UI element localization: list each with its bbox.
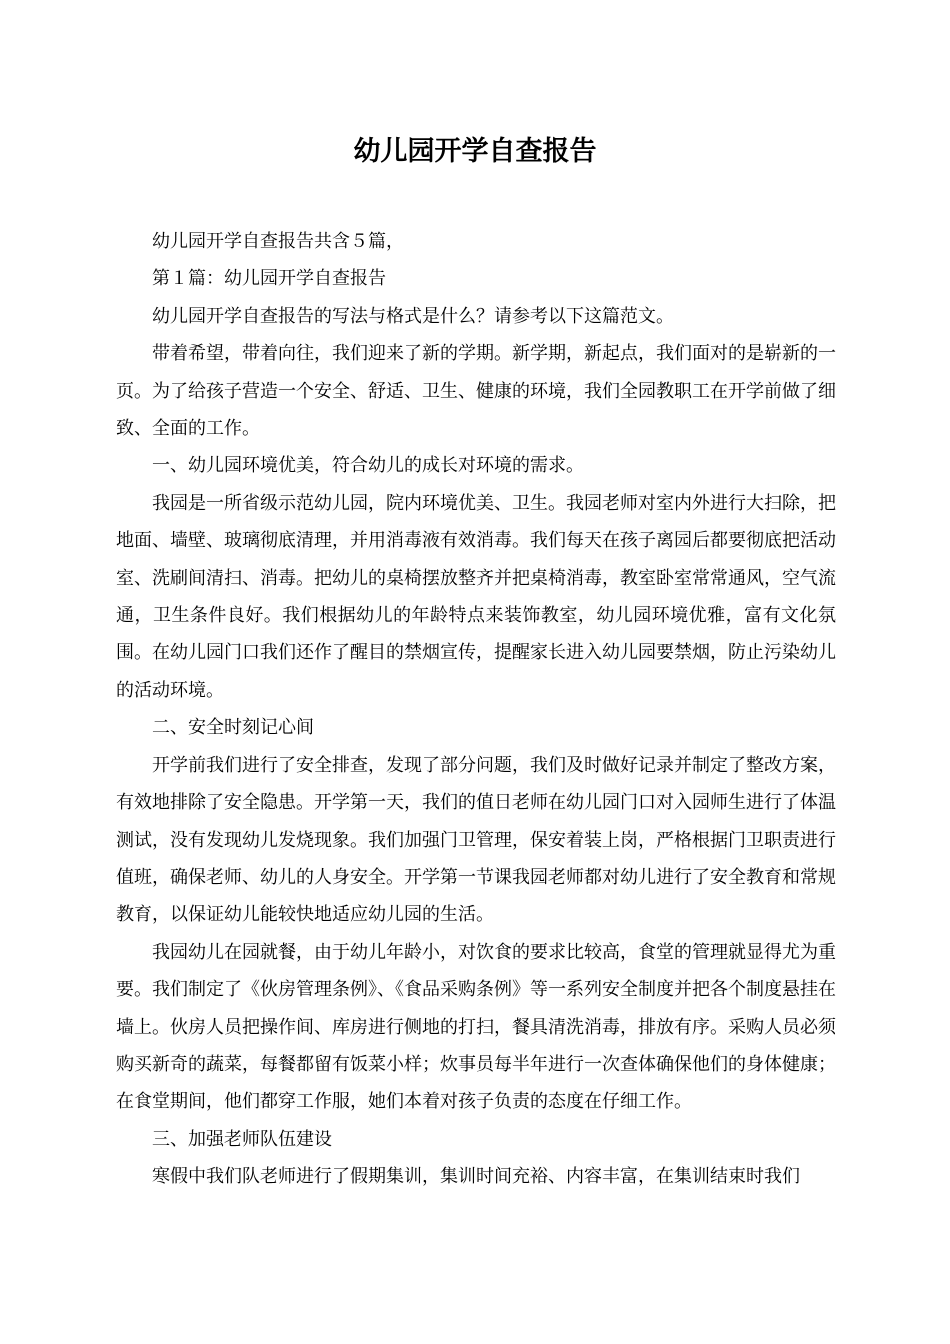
body-paragraph: 开学前我们进行了安全排查，发现了部分问题，我们及时做好记录并制定了整改方案，有效地排除了安全隐患。开学第一天，我们的值日老师在幼儿园门口对入园师生进行了体温测试，没有发现幼儿发烧现象。我们加强门卫管理，保安着装上岗，严格根据门卫职责进行值班，确保老师、幼儿的人身安全。开学第一节课我园老师都对幼儿进行了安全教育和常规教育，以保证幼儿能较快地适应幼儿园的生活。	[116, 754, 836, 926]
body-paragraph: 带着希望，带着向往，我们迎来了新的学期。新学期，新起点，我们面对的是崭新的一页。为了给孩子营造一个安全、舒适、卫生、健康的环境，我们全园教职工在开学前做了细致、全面的工作。	[116, 343, 836, 440]
document-body	[116, 223, 836, 1196]
section-heading-environment: 一、幼儿园环境优美，符合幼儿的成长对环境的需求。	[152, 455, 584, 477]
body-paragraph: 我园幼儿在园就餐，由于幼儿年龄小，对饮食的要求比较高，食堂的管理就显得尤为重要。我们制定了《伙房管理条例》、《食品采购条例》等一系列安全制度并把各个制度悬挂在墙上。伙房人员把操作间、库房进行侧地的打扫，餐具清洗消毒，排放有序。采购人员必须购买新奇的蔬菜，每餐都留有饭菜小样；炊事员每半年进行一次查体确保他们的身体健康；在食堂期间，他们都穿工作服，她们本着对孩子负责的态度在仔细工作。	[116, 941, 836, 1113]
intro-paragraph: 幼儿园开学自查报告共含５篇，	[152, 231, 404, 252]
lead-paragraph: 幼儿园开学自查报告的写法与格式是什么？请参考以下这篇范文。	[152, 305, 674, 327]
body-paragraph: 寒假中我们队老师进行了假期集训，集训时间充裕、内容丰富，在集训结束时我们	[152, 1166, 800, 1188]
chapter-heading: 第１篇：幼儿园开学自查报告	[152, 268, 386, 290]
section-heading-teachers: 三、加强老师队伍建设	[152, 1128, 332, 1150]
document-title: 幼儿园开学自查报告	[353, 136, 597, 167]
body-paragraph: 我园是一所省级示范幼儿园，院内环境优美、卫生。我园老师对室内外进行大扫除，把地面、墙壁、玻璃彻底清理，并用消毒液有效消毒。我们每天在孩子离园后都要彻底把活动室、洗刷间清扫、消毒。把幼儿的桌椅摆放整齐并把桌椅消毒，教室卧室常常通风，空气流通，卫生条件良好。我们根据幼儿的年龄特点来装饰教室，幼儿园环境优雅，富有文化氛围。在幼儿园门口我们还作了醒目的禁烟宣传，提醒家长进入幼儿园要禁烟，防止污染幼儿的活动环境。	[116, 492, 836, 701]
section-heading-safety: 二、安全时刻记心间	[152, 717, 314, 739]
